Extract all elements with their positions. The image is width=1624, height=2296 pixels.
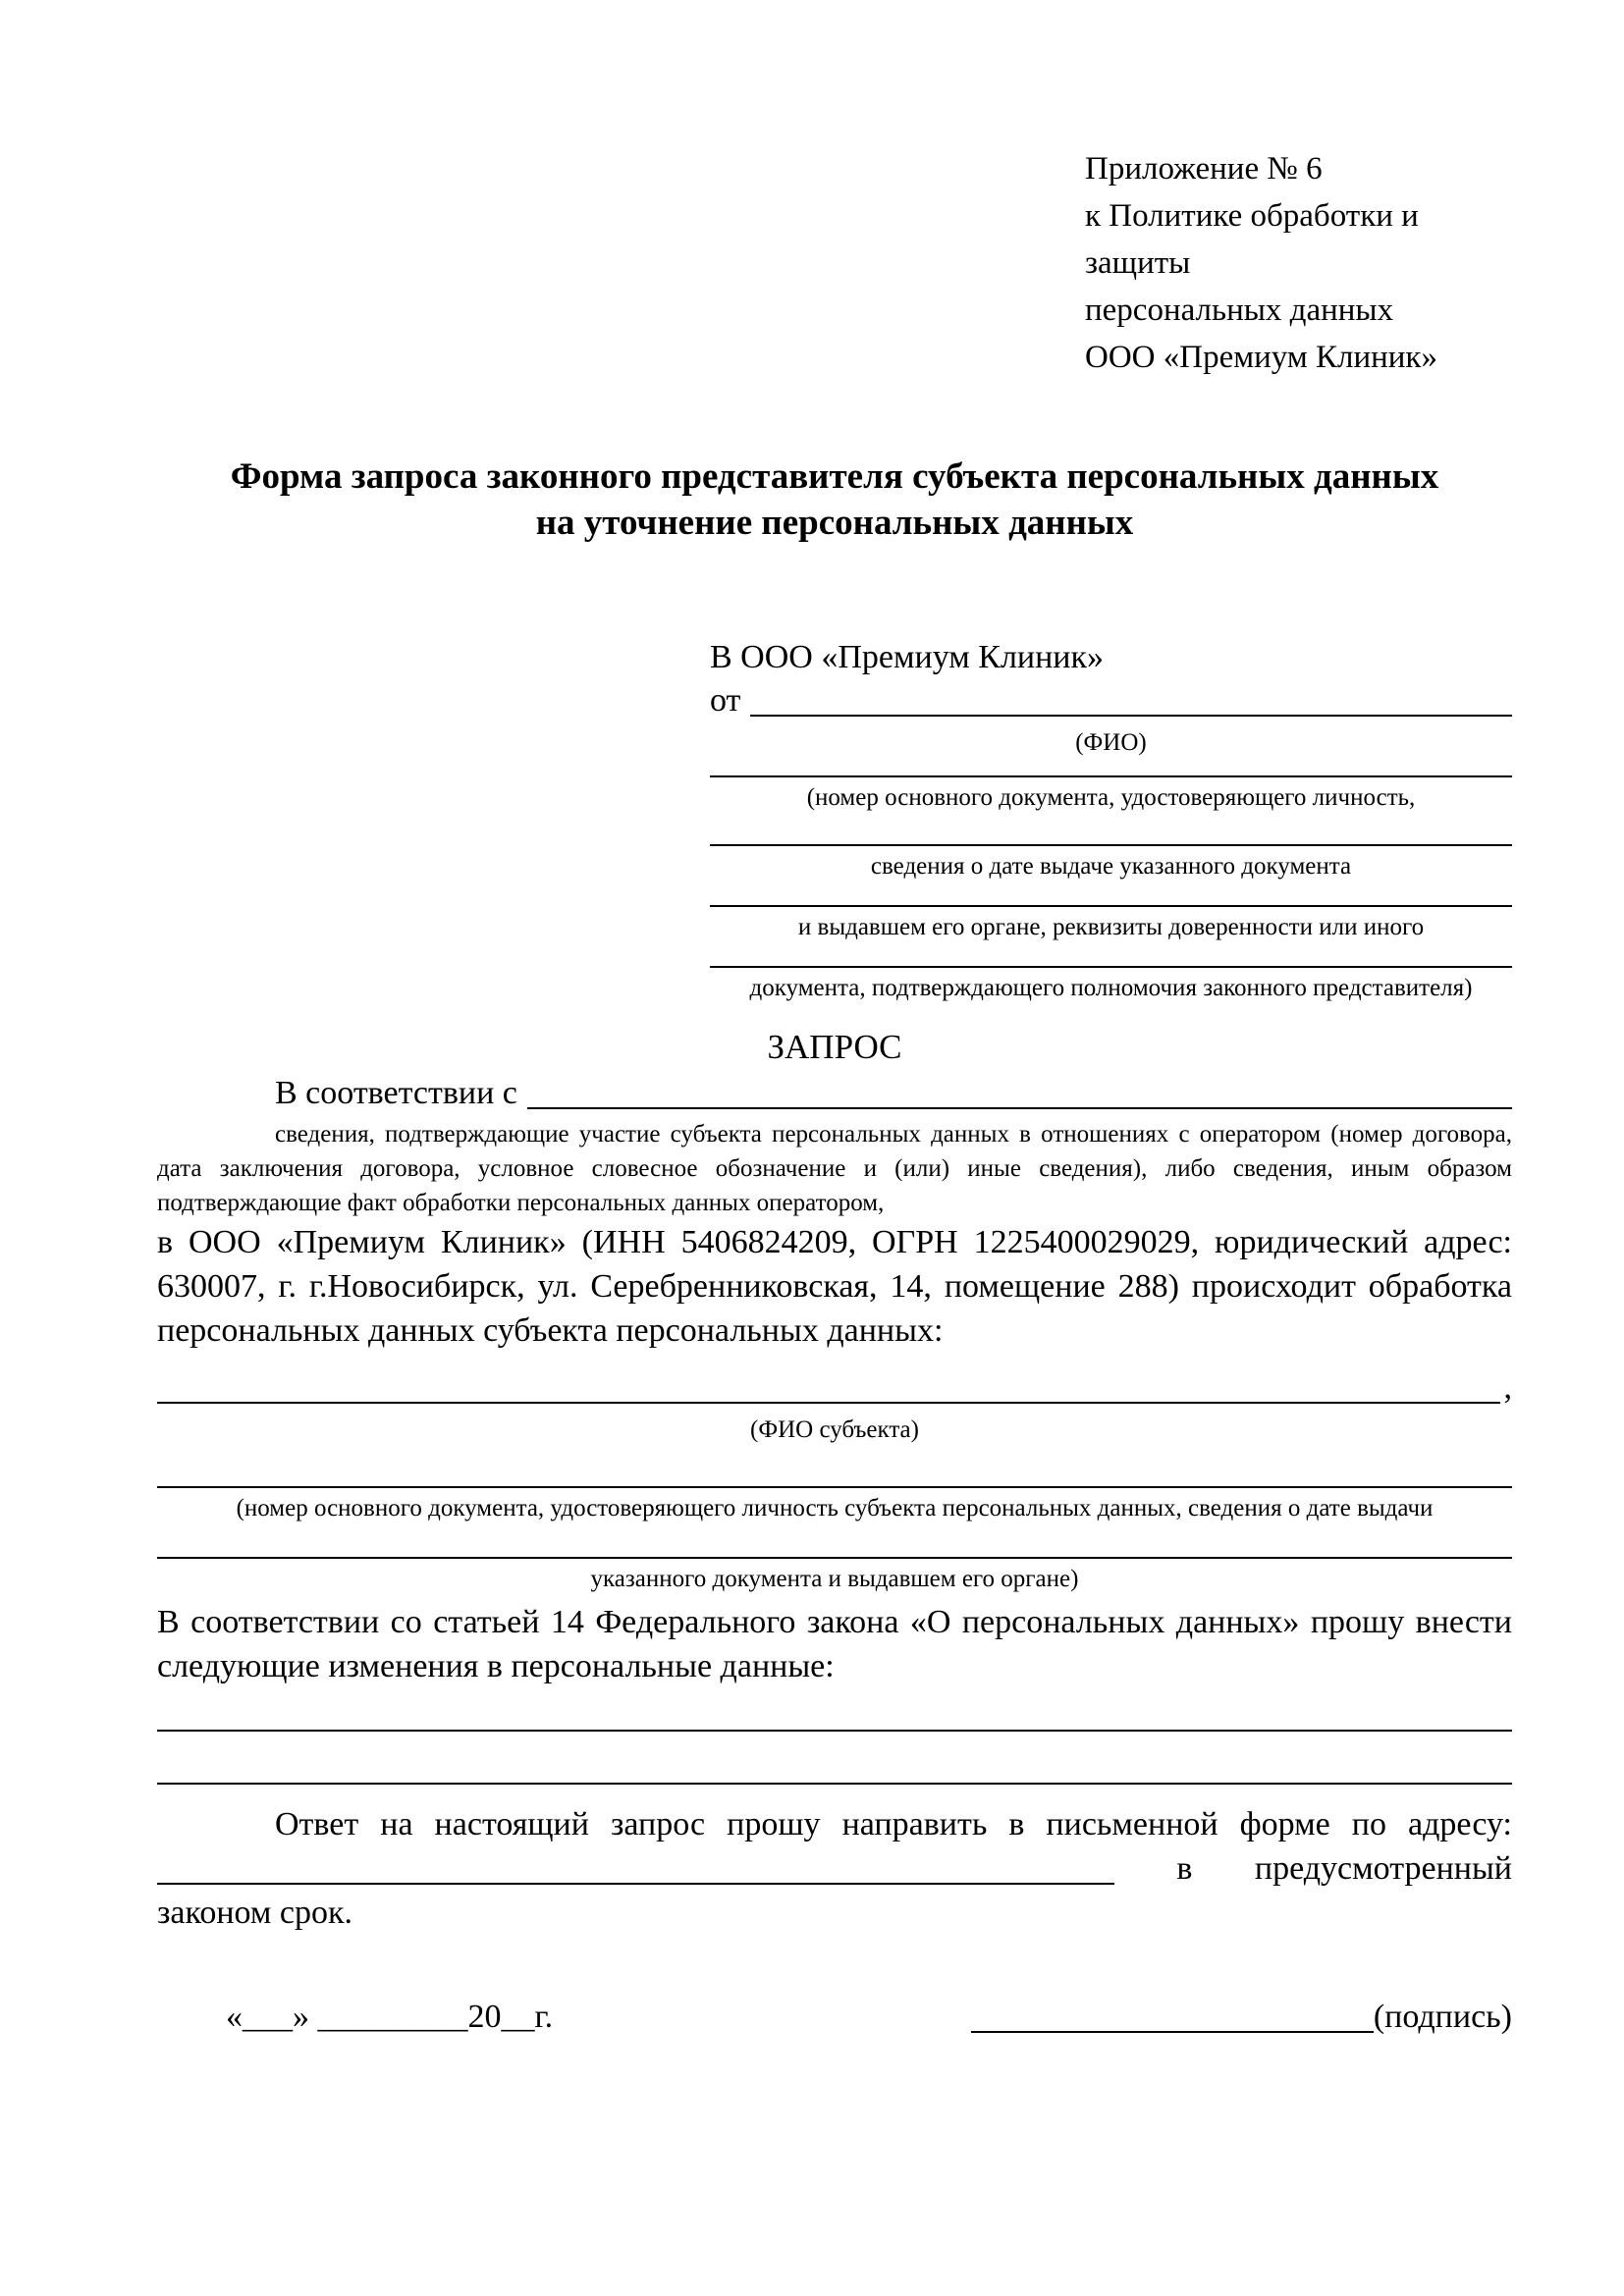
fio-caption: (ФИО) bbox=[1075, 729, 1147, 756]
date-placeholder: «___» _________20__г. bbox=[226, 1999, 554, 2035]
subject-fio-caption: (ФИО субъекта) bbox=[750, 1416, 919, 1443]
field-fill-line bbox=[710, 813, 1512, 846]
field-caption: (номер основного документа, удостоверяющего личность, bbox=[806, 784, 1416, 811]
signature-group bbox=[971, 1996, 1512, 2039]
accordance-row bbox=[157, 1072, 1512, 1115]
fio-fill-line bbox=[750, 715, 1512, 717]
annex-line: к Политике обработки и защиты bbox=[1085, 198, 1419, 281]
subject-doc-line-1 bbox=[157, 1445, 1512, 1488]
form-title-line-2: на уточнение персональных данных bbox=[535, 503, 1134, 543]
addressee-block bbox=[710, 636, 1512, 1003]
operator-paragraph: в ООО «Премиум Клиник» (ИНН 5406824209, ОГРН 1225400029029, юридический адрес: 630007, г. г.Новосибирск, ул. Серебренниковская, 14, помещение 288) происходит обработка персональных данных субъекта персональных данных: bbox=[157, 1224, 1512, 1349]
signature-line bbox=[971, 2031, 1374, 2033]
subject-fio-line bbox=[157, 1402, 1500, 1404]
request-heading: ЗАПРОС bbox=[767, 1028, 902, 1066]
reply-word-predusmotrenny: предусмотренный bbox=[1254, 1850, 1512, 1887]
field-caption: сведения о дате выдаче указанного документа bbox=[870, 853, 1352, 880]
signature-caption: (подпись) bbox=[1373, 1999, 1512, 2035]
accordance-fill-line bbox=[527, 1107, 1512, 1109]
accordance-prefix: В соответствии с bbox=[275, 1075, 517, 1111]
annex-line: ООО «Премиум Клиник» bbox=[1085, 340, 1437, 375]
annex-line: персональных данных bbox=[1085, 293, 1394, 328]
reply-word-v: в bbox=[1176, 1850, 1193, 1887]
changes-fill-line-1 bbox=[157, 1688, 1512, 1732]
signature-row bbox=[157, 1996, 1512, 2039]
reply-closing: законом срок. bbox=[157, 1895, 352, 1931]
field-fill-line bbox=[710, 881, 1512, 907]
subject-fio-comma: , bbox=[1503, 1369, 1512, 1406]
reply-paragraph-line-1: Ответ на настоящий запрос прошу направить в письменной форме по адресу: bbox=[275, 1806, 1512, 1842]
form-title bbox=[157, 454, 1512, 546]
from-label: от bbox=[710, 682, 741, 719]
from-row bbox=[710, 679, 1512, 722]
article-paragraph: В соответствии со статьей 14 Федерального закона «О персональных данных» прошу внести следующие изменения в персональные данные: bbox=[157, 1604, 1512, 1684]
annex-block bbox=[1085, 145, 1512, 381]
subject-doc-line-2 bbox=[157, 1523, 1512, 1559]
form-title-line-1: Форма запроса законного представителя субъекта персональных данных bbox=[230, 456, 1439, 497]
reply-row bbox=[157, 1846, 1512, 1891]
subject-doc-caption-1: (номер основного документа, удостоверяющего личность субъекта персональных данных, сведения о дате выдачи bbox=[236, 1495, 1434, 1522]
reply-address-line bbox=[157, 1883, 1114, 1885]
annex-line: Приложение № 6 bbox=[1085, 151, 1323, 187]
addressee-organization: В ООО «Премиум Клиник» bbox=[710, 639, 1105, 675]
accordance-footnote: сведения, подтверждающие участие субъекта персональных данных в отношениях с оператором (номер договора, дата заключения договора, условное словесное обозначение и (или) иные сведения), либо сведения, иным образом подтверждающие факт обработки персональных данных оператором, bbox=[157, 1121, 1512, 1216]
subject-doc-caption-2: указанного документа и выдавшем его органе) bbox=[590, 1566, 1079, 1592]
subject-fio-row bbox=[157, 1366, 1512, 1410]
changes-fill-line-2 bbox=[157, 1732, 1512, 1785]
field-caption: и выдавшем его органе, реквизиты доверенности или иного bbox=[797, 914, 1425, 940]
field-fill-line bbox=[710, 942, 1512, 968]
field-caption: документа, подтверждающего полномочия законного представителя) bbox=[749, 975, 1473, 1001]
field-fill-line bbox=[710, 758, 1512, 777]
